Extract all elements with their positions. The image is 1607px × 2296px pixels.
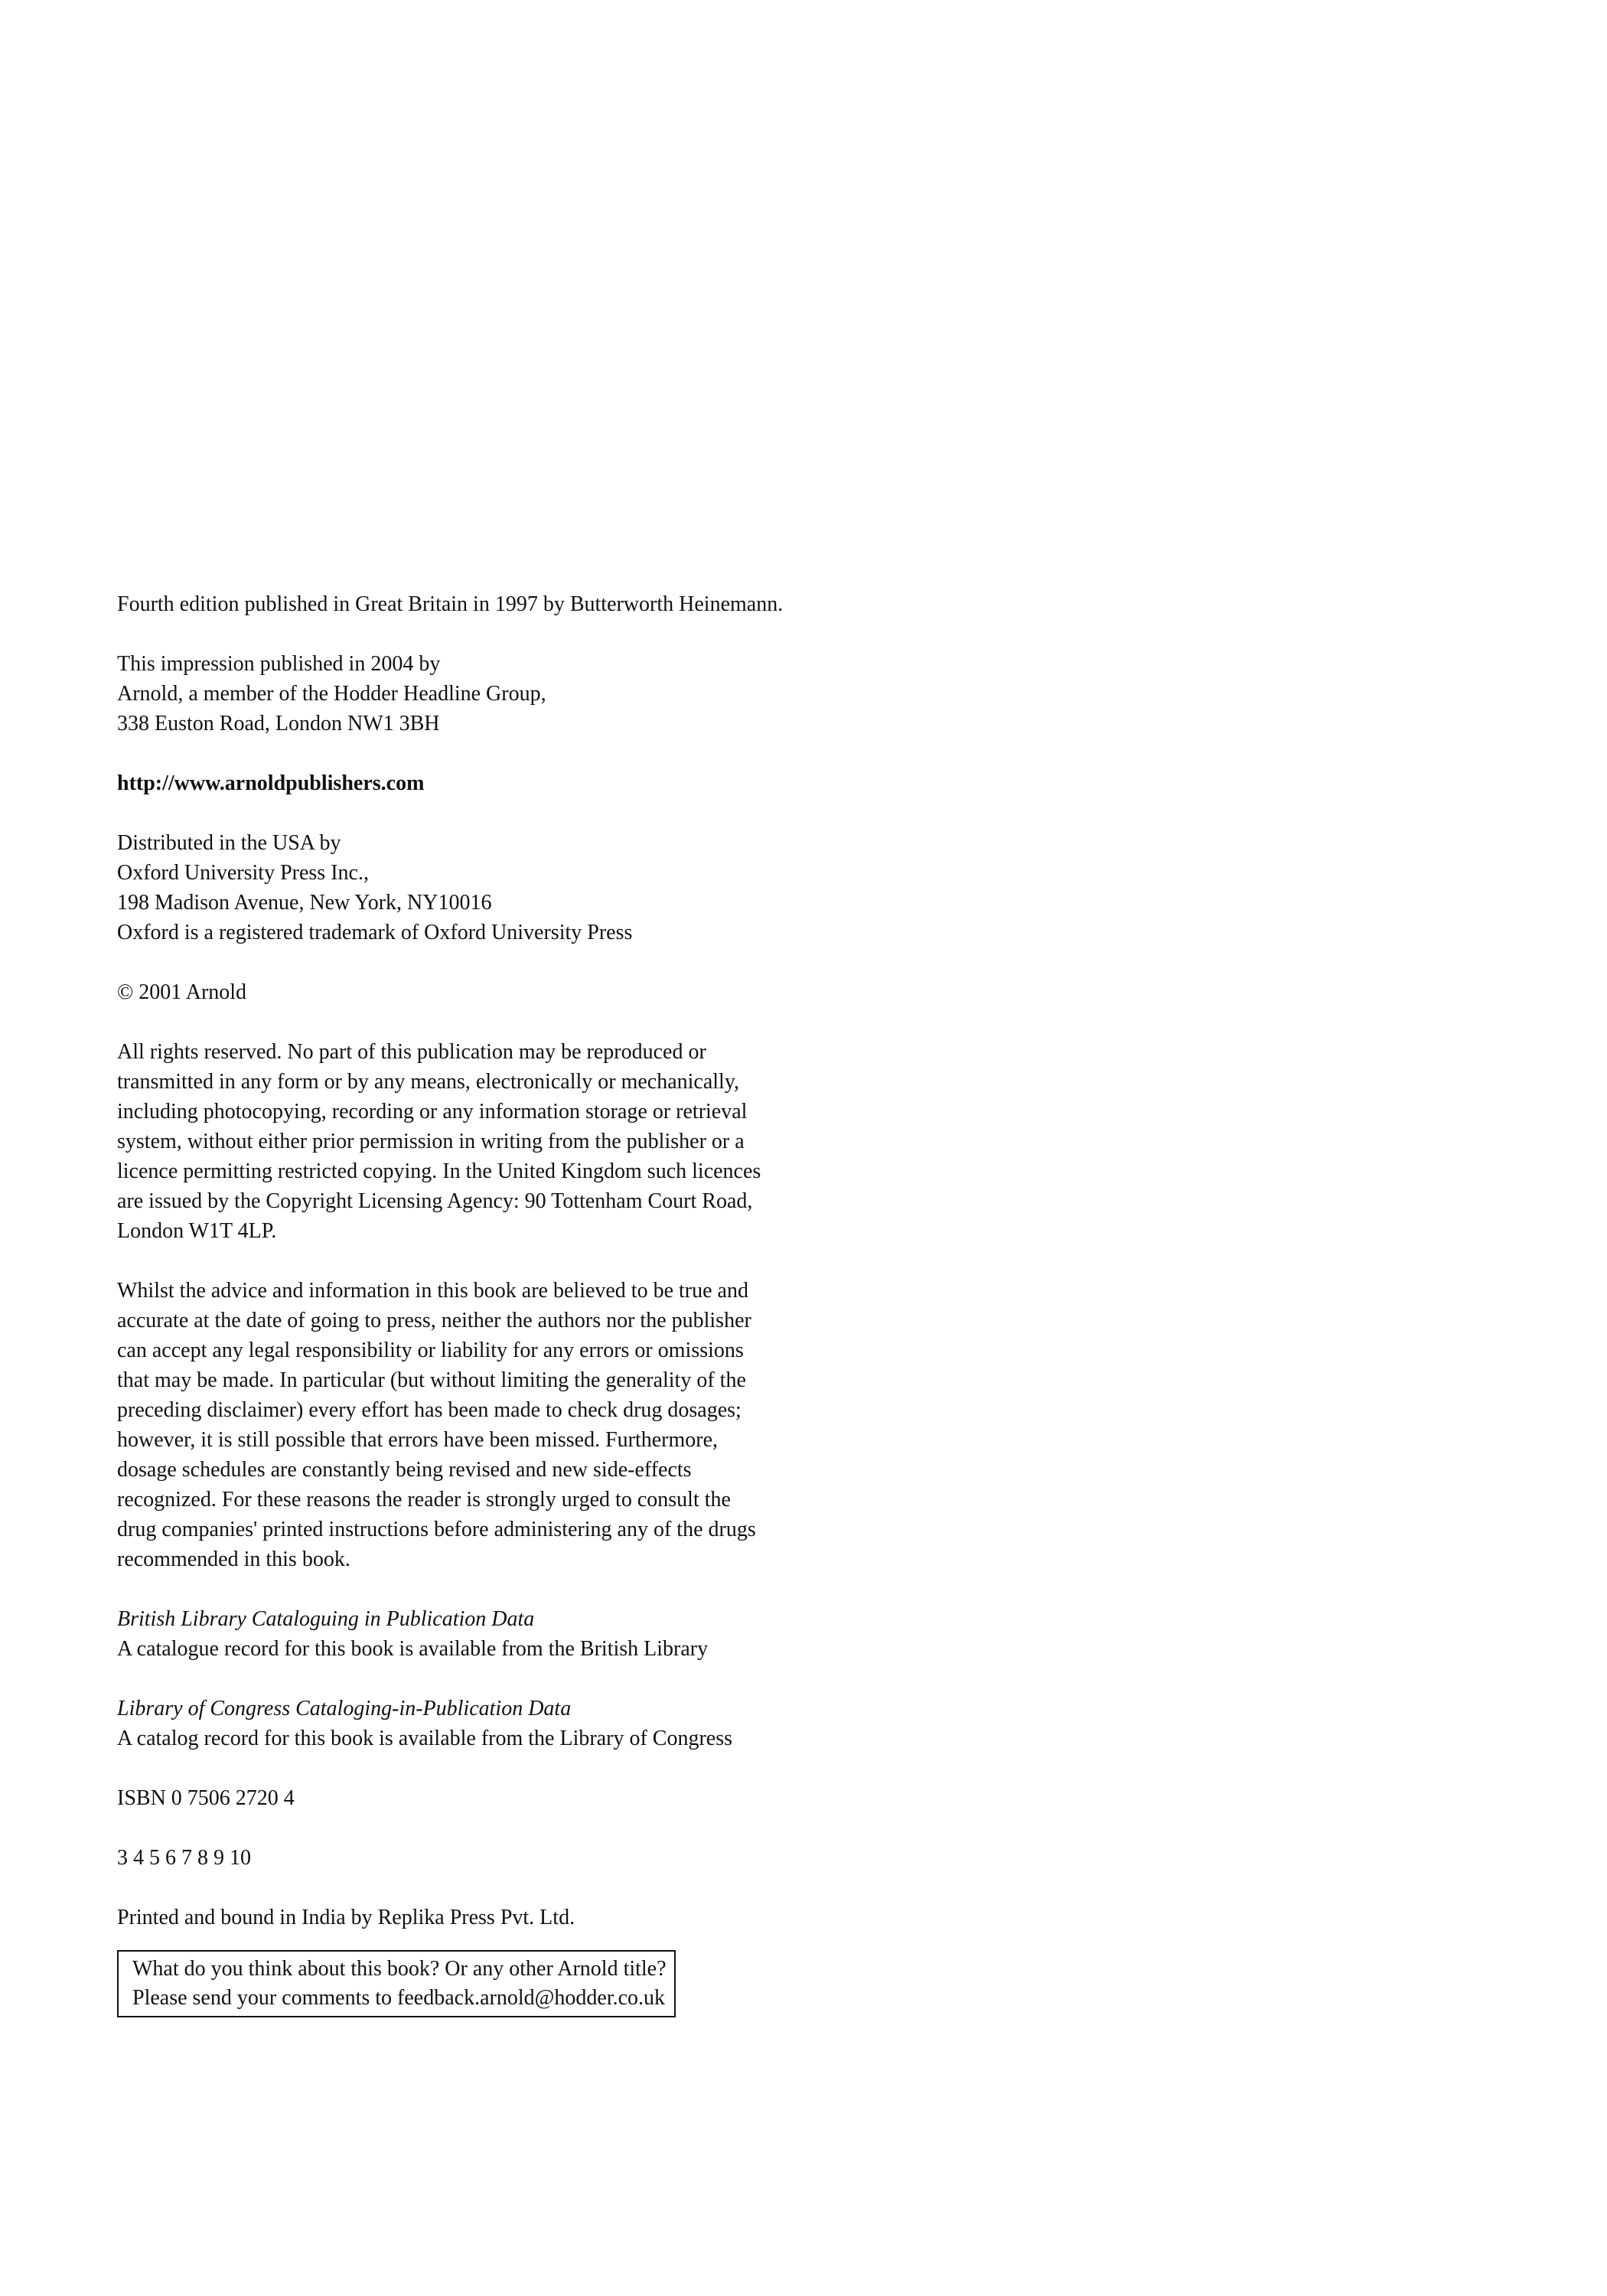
feedback-box bbox=[117, 1950, 676, 2017]
disclaimer-line: that may be made. In particular (but without limiting the generality of the bbox=[117, 1368, 746, 1392]
rights-line: transmitted in any form or by any means, electronically or mechanically, bbox=[117, 1070, 740, 1094]
rights-line: including photocopying, recording or any information storage or retrieval bbox=[117, 1100, 748, 1124]
isbn-number: ISBN 0 7506 2720 4 bbox=[117, 1786, 295, 1810]
disclaimer-line: can accept any legal responsibility or liability for any errors or omissions bbox=[117, 1339, 744, 1362]
disclaimer-paragraph bbox=[117, 1276, 921, 1574]
publisher-website-link[interactable]: http://www.arnoldpublishers.com bbox=[117, 771, 425, 795]
edition-statement bbox=[117, 589, 921, 619]
disclaimer-line: Whilst the advice and information in this book are believed to be true and bbox=[117, 1279, 748, 1303]
rights-line: London W1T 4LP. bbox=[117, 1219, 277, 1243]
impression-block bbox=[117, 649, 921, 739]
disclaimer-line: dosage schedules are constantly being revised and new side-effects bbox=[117, 1458, 692, 1482]
disclaimer-line: accurate at the date of going to press, neither the authors nor the publisher bbox=[117, 1309, 751, 1332]
disclaimer-line: however, it is still possible that errors have been missed. Furthermore, bbox=[117, 1428, 719, 1452]
print-run-numbers: 3 4 5 6 7 8 9 10 bbox=[117, 1846, 251, 1870]
library-of-congress-text: A catalog record for this book is available from the Library of Congress bbox=[117, 1727, 732, 1750]
impression-line: 338 Euston Road, London NW1 3BH bbox=[117, 712, 440, 735]
website-block bbox=[117, 768, 921, 798]
rights-line: All rights reserved. No part of this publication may be reproduced or bbox=[117, 1040, 706, 1064]
british-library-heading: British Library Cataloguing in Publication Data bbox=[117, 1607, 535, 1631]
distribution-line: 198 Madison Avenue, New York, NY10016 bbox=[117, 891, 492, 915]
rights-line: system, without either prior permission in writing from the publisher or a bbox=[117, 1130, 745, 1153]
isbn-block bbox=[117, 1783, 921, 1813]
impression-line: This impression published in 2004 by bbox=[117, 652, 441, 676]
british-library-block bbox=[117, 1604, 921, 1664]
distribution-line: Oxford is a registered trademark of Oxford University Press bbox=[117, 921, 633, 944]
british-library-text: A catalogue record for this book is available from the British Library bbox=[117, 1637, 709, 1661]
print-run-block bbox=[117, 1843, 921, 1873]
feedback-question: What do you think about this book? Or any other Arnold title? bbox=[132, 1957, 667, 1981]
disclaimer-line: preceding disclaimer) every effort has been made to check drug dosages; bbox=[117, 1398, 742, 1422]
disclaimer-line: recognized. For these reasons the reader is strongly urged to consult the bbox=[117, 1488, 731, 1512]
distribution-block bbox=[117, 828, 921, 947]
library-of-congress-heading: Library of Congress Cataloging-in-Publication Data bbox=[117, 1697, 572, 1720]
rights-reserved-paragraph bbox=[117, 1037, 921, 1246]
distribution-line: Distributed in the USA by bbox=[117, 831, 341, 855]
printer-statement: Printed and bound in India by Replika Press Pvt. Ltd. bbox=[117, 1906, 575, 1929]
printer-block bbox=[117, 1903, 921, 1932]
disclaimer-line: drug companies' printed instructions before administering any of the drugs bbox=[117, 1518, 756, 1541]
impression-line: Arnold, a member of the Hodder Headline Group, bbox=[117, 682, 546, 706]
copyright-block bbox=[117, 977, 921, 1007]
rights-line: are issued by the Copyright Licensing Agency: 90 Tottenham Court Road, bbox=[117, 1189, 753, 1213]
library-of-congress-block bbox=[117, 1694, 921, 1753]
feedback-email-line[interactable]: Please send your comments to feedback.arnold@hodder.co.uk bbox=[132, 1986, 666, 2010]
disclaimer-line: recommended in this book. bbox=[117, 1548, 350, 1571]
copyright-notice: © 2001 Arnold bbox=[117, 980, 247, 1004]
edition-line: Fourth edition published in Great Britain in 1997 by Butterworth Heinemann. bbox=[117, 592, 784, 616]
copyright-page bbox=[117, 589, 921, 2017]
rights-line: licence permitting restricted copying. In the United Kingdom such licences bbox=[117, 1159, 761, 1183]
distribution-line: Oxford University Press Inc., bbox=[117, 861, 369, 885]
